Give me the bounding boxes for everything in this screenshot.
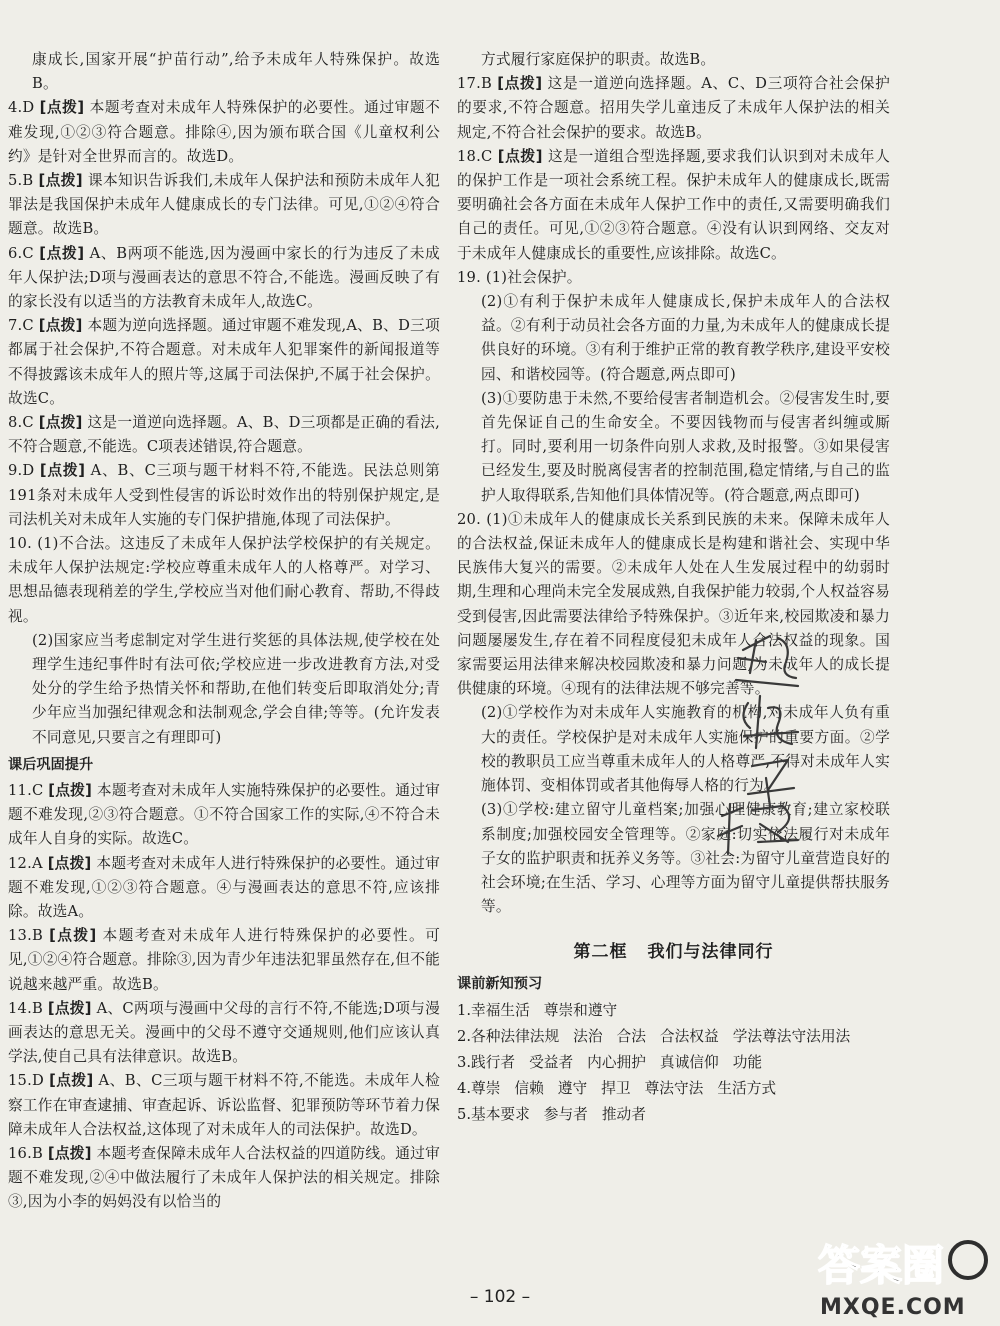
answer-item: [8, 779, 440, 852]
left-column: [8, 48, 440, 1215]
answer-paragraph: [457, 48, 890, 72]
answer-paragraph: [457, 387, 890, 508]
section-frame-title: 我们与法律同行: [647, 942, 774, 963]
answer-text: 本题考查对未成年人进行特殊保护的必要性。通过审题不难发现,①②③符合题意。④与漫画表达的意思不符,应该排除。故选A。: [8, 854, 440, 920]
preview-term: 学法尊法守法用法: [732, 1028, 851, 1046]
preview-term: 功能: [732, 1054, 763, 1072]
preview-item: [457, 1024, 890, 1050]
preview-heading: 课前新知预习: [457, 976, 543, 993]
preview-item: [457, 1102, 890, 1128]
answer-item: [8, 314, 440, 411]
preview-term: 4.尊崇: [457, 1080, 501, 1098]
answer-number: 20.: [457, 510, 487, 528]
page-number: – 102 –: [469, 1287, 531, 1307]
answer-number: 11.C: [8, 781, 49, 799]
preview-term: 推动者: [601, 1106, 646, 1124]
answer-text: 这是一道逆向选择题。A、C、D三项符合社会保护的要求,不符合题意。招用失学儿童违反了未成年人保护法的相关规定,不符合社会保护的要求。故选B。: [457, 75, 890, 141]
answer-number: 13.B: [8, 927, 50, 945]
answer-number: 4.D: [8, 99, 40, 117]
preview-term: 合法: [616, 1028, 646, 1046]
handwritten-annotation: [708, 628, 828, 858]
preview-item: [457, 1076, 890, 1102]
answer-item: [8, 411, 440, 459]
hint-label: [点拨]: [47, 1144, 92, 1162]
answer-paragraph: [457, 290, 890, 387]
answer-number: 10.: [8, 535, 38, 553]
answer-item: [8, 96, 440, 169]
answer-number: 7.C: [8, 317, 39, 335]
answer-text: (3)①要防患于未然,不要给侵害者制造机会。②侵害发生时,要首先保证自己的生命安全。不要因钱物而与侵害者纠缠或厮打。同时,要利用一切条件向别人求救,及时报警。③如果侵害已经发生,要及时脱离侵害者的控制范围,稳定情绪,与自己的监护人取得联系,告知他们具体情况等。(符合题意,两点即可): [481, 389, 890, 504]
answer-item: [8, 997, 440, 1070]
answer-text: (1)社会保护。: [485, 268, 582, 286]
answer-number: 9.D: [8, 462, 40, 480]
answer-text: (1)不合法。这违反了未成年人保护法学校保护的有关规定。未成年人保护法规定:学校应尊重未成年人的人格尊严。对学习、思想品德表现稍差的学生,学校应当对他们耐心教育、帮助,不得歧视。: [8, 535, 441, 625]
preview-item: [457, 1050, 890, 1076]
answer-item: [8, 532, 440, 629]
preview-term: 遵守: [557, 1080, 588, 1098]
answer-text: 这是一道组合型选择题,要求我们认识到对未成年人的保护工作是一项社会系统工程。保护未成年人的健康成长,既需要明确社会各方面在未成年人保护工作中的责任,又需要明确我们自己的责任。可见,①②③符合题意。④没有认识到网络、交友对于未成年人健康成长的重要性,应该排除。故选C。: [457, 147, 890, 262]
preview-term: 内心拥护: [587, 1054, 646, 1072]
preview-term: 受益者: [529, 1054, 574, 1072]
preview-term: 尊法守法: [644, 1080, 704, 1098]
preview-term: 法治: [573, 1028, 603, 1046]
answer-text: (3)①学校:建立留守儿童档案;加强心理健康教育;建立家校联系制度;加强校园安全管理等。②家庭:切实依法履行对未成年子女的监护职责和抚养义务等。③社会:为留守儿童营造良好的社会环境;在生活、学习、心理等方面为留守儿童提供帮扶服务等。: [481, 801, 890, 916]
answer-item: [8, 242, 440, 315]
hint-label: [点拨]: [47, 999, 92, 1017]
preview-term: 真诚信仰: [659, 1054, 719, 1072]
preview-term: 生活方式: [717, 1080, 777, 1098]
answer-number: 6.C: [8, 244, 40, 262]
answer-number: 5.B: [8, 172, 39, 190]
hint-label: [点拨]: [497, 75, 543, 93]
preview-item: [457, 998, 890, 1024]
answer-number: 16.B: [8, 1144, 48, 1162]
hint-label: [点拨]: [47, 854, 92, 872]
answer-item: [8, 1069, 440, 1142]
preview-term: 5.基本要求: [457, 1106, 530, 1124]
answer-text: (2)①学校作为对未成年人实施教育的机构,对未成年人负有重大的责任。学校保护是对未成年人实施保护的重要方面。②学校的教职员工应当尊重未成年人的人格尊严,不得对未成年人实施体罚、变相体罚或者其他侮辱人格的行为。: [481, 704, 890, 795]
watermark-logo: [812, 1230, 992, 1322]
preview-term: 信赖: [514, 1080, 544, 1098]
hint-label: [点拨]: [39, 244, 85, 262]
answer-text: 本题考查对未成年人进行特殊保护的必要性。可见,①②④符合题意。排除③,因为青少年违法犯罪虽然存在,但不能说越来越严重。故选B。: [8, 927, 440, 993]
right-column: [457, 48, 890, 1128]
answer-item: [457, 72, 890, 145]
answer-item: [8, 1142, 440, 1215]
preview-term: 尊崇和遵守: [543, 1002, 618, 1020]
hint-label: [点拨]: [497, 147, 543, 165]
answer-text: 本题考查对未成年人实施特殊保护的必要性。通过审题不难发现,②③符合题意。①不符合国家工作的实际,④不符合未成年人自身的实际。故选C。: [8, 781, 440, 848]
preview-term: 捍卫: [601, 1080, 631, 1098]
answer-number: 8.C: [8, 414, 39, 432]
svg-text:MXQE.COM: MXQE.COM: [820, 1295, 966, 1320]
preview-term: 参与者: [543, 1106, 588, 1124]
answer-text: 课本知识告诉我们,未成年人保护法和预防未成年人犯罪法是我国保护未成年人健康成长的专门法律。可见,①②④符合题意。故选B。: [8, 172, 441, 238]
section-title: [457, 937, 890, 967]
hint-label: [点拨]: [38, 414, 83, 432]
preview-term: 3.践行者: [457, 1054, 516, 1072]
hint-label: [点拨]: [49, 1072, 94, 1090]
section-heading: 课后巩固提升: [8, 756, 94, 773]
section-frame-label: 第二框: [573, 942, 628, 963]
hint-label: [点拨]: [48, 781, 92, 799]
hint-label: [点拨]: [39, 462, 86, 480]
answer-text: 本题考查对未成年人特殊保护的必要性。通过审题不难发现,①②③符合题意。排除④,因为颁布联合国《儿童权利公约》是针对全世界而言的。故选D。: [8, 99, 440, 165]
answer-paragraph: [8, 629, 440, 750]
answer-item: [8, 459, 440, 532]
hint-label: [点拨]: [49, 927, 97, 945]
answer-item: [8, 924, 440, 997]
hint-label: [点拨]: [39, 99, 85, 117]
preview-list: [457, 998, 890, 1128]
answer-text: (1)①未成年人的健康成长关系到民族的未来。保障未成年人的合法权益,保证未成年人的健康成长是构建和谐社会、实现中华民族伟大复兴的需要。②未成年人处在人生发展过程中的幼弱时期,生理和心理尚未完全发展成熟,自我保护能力较弱,个人权益容易受到侵害,因此需要法律给予特殊保护。③近年来,校园欺凌和暴力问题屡屡发生,存在着不同程度侵犯未成年人合法权益的现象。国家需要运用法律来解决校园欺凌和暴力问题,为未成年人的成长提供健康的环境。④现有的法律法规不够完善等。: [457, 510, 890, 698]
answer-item: [457, 145, 890, 266]
answer-number: 18.C: [457, 147, 498, 165]
svg-text:答案圈: 答案圈: [818, 1241, 945, 1290]
answer-text: A、B两项不能选,因为漫画中家长的行为违反了未成年人保护法;D项与漫画表达的意思不符合,不能选。漫画反映了有的家长没有以适当的方法教育未成年人,故选C。: [8, 244, 440, 311]
answer-number: 12.A: [8, 854, 48, 872]
hint-label: [点拨]: [38, 317, 83, 335]
answer-text: 方式履行家庭保护的职责。故选B。: [481, 51, 716, 68]
answer-text: 本题为逆向选择题。通过审题不难发现,A、B、D三项都属于社会保护,不符合题意。对未成年人犯罪案件的新闻报道等不得披露该未成年人的照片等,这属于司法保护,不属于社会保护。故选C。: [8, 317, 440, 407]
answer-item: [8, 169, 440, 242]
answer-item: [8, 852, 440, 925]
answer-text: A、C两项与漫画中父母的言行不符,不能选;D项与漫画表达的意思无关。漫画中的父母不遵守交通规则,他们应该认真学法,使自己具有法律意识。故选B。: [8, 999, 440, 1066]
preview-term: 1.幸福生活: [457, 1002, 530, 1020]
preview-term: 合法权益: [659, 1028, 719, 1046]
answer-text: 这是一道逆向选择题。A、B、D三项都是正确的看法,不符合题意,不能选。C项表述错误,符合题意。: [8, 414, 440, 456]
answer-text: 本题考查保障未成年人合法权益的四道防线。通过审题不难发现,②④中做法履行了未成年人保护法的相关规定。排除③,因为小李的妈妈没有以恰当的: [8, 1144, 440, 1211]
answer-number: 17.B: [457, 75, 498, 93]
answer-number: 15.D: [8, 1072, 50, 1090]
answer-text: 康成长,国家开展“护苗行动”,给予未成年人特殊保护。故选B。: [32, 51, 440, 93]
hint-label: [点拨]: [38, 172, 83, 190]
answer-number: 19.: [457, 268, 486, 286]
answer-text: A、B、C三项与题干材料不符,不能选。民法总则第191条对未成年人受到性侵害的诉讼时效作出的特别保护规定,是司法机关对未成年人实施的专门保护措施,体现了司法保护。: [8, 462, 440, 528]
preview-term: 2.各种法律法规: [457, 1028, 560, 1046]
answer-item: [457, 266, 890, 290]
answer-text: (2)①有利于保护未成年人健康成长,保护未成年人的合法权益。②有利于动员社会各方面的力量,为未成年人的健康成长提供良好的环境。③有利于维护正常的教育教学秩序,建设平安校园、和谐校园等。(符合题意,两点即可): [481, 293, 890, 383]
answer-text: (2)国家应当考虑制定对学生进行奖惩的具体法规,使学校在处理学生违纪事件时有法可依;学校应进一步改进教育方法,对受处分的学生给予热情关怀和帮助,在他们转变后即取消处分;青少年应当加强纪律观念和法制观念,学会自律;等等。(允许发表不同意见,只要言之有理即可): [32, 631, 440, 746]
answer-number: 14.B: [8, 999, 48, 1017]
answer-text: A、B、C三项与题干材料不符,不能选。未成年人检察工作在审查逮捕、审查起诉、诉讼监督、犯罪预防等环节着力保障未成年人合法权益,这体现了对未成年人的司法保护。故选D。: [8, 1072, 441, 1138]
answer-paragraph: [8, 48, 440, 96]
